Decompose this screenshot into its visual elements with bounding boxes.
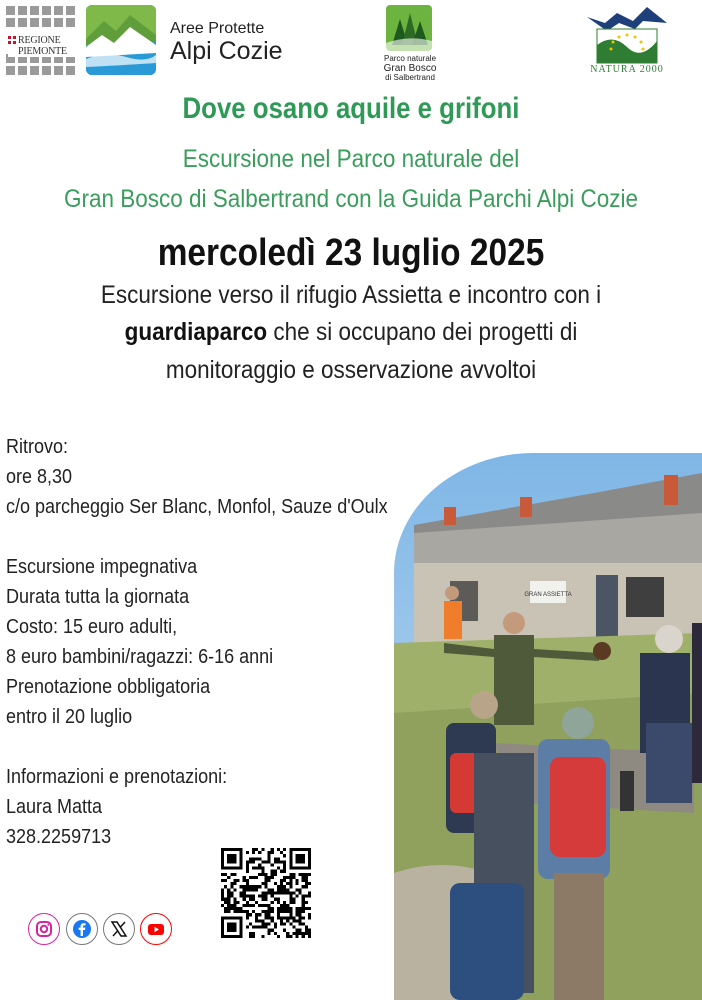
contact-phone: 328.2259713 <box>6 826 112 848</box>
alpi-cozie-wordmark <box>170 20 283 64</box>
excursion-photo <box>394 453 702 1000</box>
gran-bosco-text <box>370 55 450 82</box>
rifugio-sign: GRAN ASSIETTA <box>524 592 572 598</box>
detail-line: ore 8,30 <box>6 466 73 488</box>
regione-logo-square <box>30 18 39 27</box>
regione-logo-square <box>54 66 63 75</box>
description-line-1: Escursione verso il rifugio Assietta e incontro con i <box>100 281 602 309</box>
qr-code-icon <box>221 848 311 938</box>
regione-logo-square <box>66 18 75 27</box>
detail-line: Escursione impegnativa <box>6 556 198 578</box>
x-icon <box>110 920 128 938</box>
regione-logo-square <box>30 6 39 15</box>
gran-bosco-logo <box>386 5 432 51</box>
youtube-icon <box>146 919 166 939</box>
event-title: Dove osano aquile e grifoni <box>182 92 520 125</box>
detail-spacer <box>6 522 388 552</box>
detail-line: Ritrovo: <box>6 436 69 458</box>
description-line-2 <box>35 318 667 347</box>
detail-line: Prenotazione obbligatoria <box>6 676 211 698</box>
regione-line1: REGIONE <box>18 35 61 46</box>
alpi-cozie-small-text: Aree Protette <box>170 20 265 37</box>
detail-line: Costo: 15 euro adulti, <box>6 616 178 638</box>
instagram-icon <box>34 919 54 939</box>
regione-piemonte-logo <box>6 6 78 74</box>
subtitle-line-1: Escursione nel Parco naturale del <box>182 145 520 173</box>
regione-logo-square <box>54 6 63 15</box>
regione-logo-square <box>6 18 15 27</box>
gran-bosco-line2: Gran Bosco <box>383 62 437 74</box>
description-bold-word: guardiaparco <box>124 318 268 346</box>
piemonte-flag-icon <box>8 36 16 44</box>
forest-icon <box>386 5 432 51</box>
subtitle-line-2: Gran Bosco di Salbertrand con la Guida Parchi Alpi Cozie <box>63 185 639 213</box>
mountain-icon <box>86 5 156 75</box>
detail-line: c/o parcheggio Ser Blanc, Monfol, Sauze d'Oulx <box>6 496 388 518</box>
regione-logo-square <box>18 6 27 15</box>
regione-logo-square <box>66 66 75 75</box>
regione-logo-square <box>42 18 51 27</box>
detail-spacer <box>6 732 388 762</box>
gran-bosco-line1: Parco naturale <box>383 54 437 63</box>
regione-logo-square <box>30 66 39 75</box>
alpi-cozie-logo <box>86 5 156 75</box>
facebook-button[interactable] <box>66 913 98 945</box>
description-line-2-rest: che si occupano dei progetti di <box>267 318 578 346</box>
facebook-icon <box>72 919 92 939</box>
x-button[interactable] <box>103 913 135 945</box>
regione-logo-square <box>6 6 15 15</box>
contact-name: Laura Matta <box>6 796 103 818</box>
alpi-cozie-big-text: Alpi Cozie <box>170 37 283 65</box>
detail-line: Informazioni e prenotazioni: <box>6 766 228 788</box>
regione-logo-text <box>8 35 80 57</box>
detail-line: entro il 20 luglio <box>6 706 133 728</box>
regione-logo-square <box>6 66 15 75</box>
qr-code[interactable] <box>221 848 311 938</box>
regione-logo-square <box>54 18 63 27</box>
regione-logo-square <box>42 66 51 75</box>
natura-2000-label: NATURA 2000 <box>590 64 664 75</box>
detail-line: 8 euro bambini/ragazzi: 6-16 anni <box>6 646 274 668</box>
photo-illustration <box>394 453 702 1000</box>
event-date: mercoledì 23 luglio 2025 <box>157 232 545 274</box>
natura-2000-logo <box>583 5 671 77</box>
regione-logo-square <box>42 6 51 15</box>
details-block <box>6 432 388 852</box>
instagram-button[interactable] <box>28 913 60 945</box>
description-line-3: monitoraggio e osservazione avvoltoi <box>165 356 537 384</box>
regione-logo-square <box>18 18 27 27</box>
regione-logo-square <box>66 6 75 15</box>
youtube-button[interactable] <box>140 913 172 945</box>
regione-logo-square <box>18 66 27 75</box>
gran-bosco-line3: di Salbertrand <box>385 72 435 82</box>
detail-line: Durata tutta la giornata <box>6 586 190 608</box>
regione-line2: PIEMONTE <box>18 46 67 57</box>
